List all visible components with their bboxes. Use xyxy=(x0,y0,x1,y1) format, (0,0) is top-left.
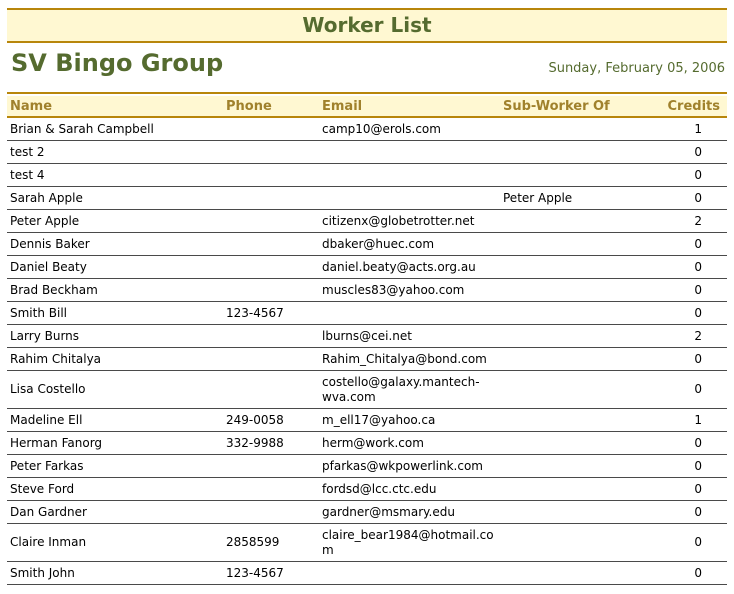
worker-email: citizenx@globetrotter.net xyxy=(319,210,500,233)
worker-email: camp10@erols.com xyxy=(319,117,500,141)
report-date: Sunday, February 05, 2006 xyxy=(548,61,725,76)
worker-sub-worker-of xyxy=(500,141,636,164)
worker-email: gardner@msmary.edu xyxy=(319,501,500,524)
worker-phone xyxy=(223,210,319,233)
worker-phone xyxy=(223,501,319,524)
worker-credits: 0 xyxy=(636,432,727,455)
worker-credits: 0 xyxy=(636,233,727,256)
worker-sub-worker-of xyxy=(500,233,636,256)
worker-phone xyxy=(223,256,319,279)
table-row xyxy=(7,325,727,348)
table-row xyxy=(7,455,727,478)
worker-email: lburns@cei.net xyxy=(319,325,500,348)
worker-phone xyxy=(223,117,319,141)
column-header-credits: Credits xyxy=(636,96,727,117)
worker-credits: 0 xyxy=(636,302,727,325)
worker-sub-worker-of xyxy=(500,117,636,141)
worker-sub-worker-of xyxy=(500,501,636,524)
worker-email xyxy=(319,302,500,325)
worker-name: Peter Farkas xyxy=(7,455,223,478)
worker-email: costello@galaxy.mantech-wva.com xyxy=(319,371,500,409)
worker-phone xyxy=(223,371,319,409)
worker-credits: 0 xyxy=(636,348,727,371)
worker-email: daniel.beaty@acts.org.au xyxy=(319,256,500,279)
table-row xyxy=(7,233,727,256)
worker-credits: 0 xyxy=(636,256,727,279)
worker-name: Larry Burns xyxy=(7,325,223,348)
table-row xyxy=(7,141,727,164)
worker-name: Dan Gardner xyxy=(7,501,223,524)
worker-phone xyxy=(223,233,319,256)
worker-email: m_ell17@yahoo.ca xyxy=(319,409,500,432)
worker-email xyxy=(319,164,500,187)
worker-phone xyxy=(223,455,319,478)
worker-sub-worker-of xyxy=(500,302,636,325)
worker-name: test 2 xyxy=(7,141,223,164)
table-row xyxy=(7,562,727,585)
worker-credits: 0 xyxy=(636,141,727,164)
table-row xyxy=(7,279,727,302)
table-row xyxy=(7,164,727,187)
worker-name: Rahim Chitalya xyxy=(7,348,223,371)
worker-credits: 2 xyxy=(636,325,727,348)
worker-phone xyxy=(223,478,319,501)
worker-name: Claire Inman xyxy=(7,524,223,562)
organization-name: SV Bingo Group xyxy=(11,49,224,77)
worker-name: Daniel Beaty xyxy=(7,256,223,279)
worker-email: Rahim_Chitalya@bond.com xyxy=(319,348,500,371)
worker-credits: 0 xyxy=(636,279,727,302)
worker-email: claire_bear1984@hotmail.com xyxy=(319,524,500,562)
column-header-email: Email xyxy=(319,96,500,117)
table-row xyxy=(7,432,727,455)
worker-credits: 1 xyxy=(636,409,727,432)
worker-sub-worker-of xyxy=(500,371,636,409)
worker-email: fordsd@lcc.ctc.edu xyxy=(319,478,500,501)
worker-credits: 0 xyxy=(636,562,727,585)
worker-credits: 0 xyxy=(636,478,727,501)
worker-sub-worker-of xyxy=(500,478,636,501)
worker-phone xyxy=(223,325,319,348)
worker-rows xyxy=(7,117,727,585)
worker-credits: 0 xyxy=(636,371,727,409)
table-row xyxy=(7,256,727,279)
worker-phone: 332-9988 xyxy=(223,432,319,455)
worker-name: Madeline Ell xyxy=(7,409,223,432)
table-row xyxy=(7,187,727,210)
worker-sub-worker-of xyxy=(500,409,636,432)
worker-sub-worker-of xyxy=(500,325,636,348)
worker-phone: 249-0058 xyxy=(223,409,319,432)
worker-table xyxy=(7,96,727,585)
column-header-name: Name xyxy=(7,96,223,117)
table-header-row xyxy=(7,96,727,117)
worker-email: dbaker@huec.com xyxy=(319,233,500,256)
worker-sub-worker-of xyxy=(500,432,636,455)
column-header-phone: Phone xyxy=(223,96,319,117)
worker-email: herm@work.com xyxy=(319,432,500,455)
worker-name: Brad Beckham xyxy=(7,279,223,302)
worker-credits: 1 xyxy=(636,117,727,141)
worker-credits: 0 xyxy=(636,501,727,524)
worker-phone xyxy=(223,348,319,371)
table-row xyxy=(7,302,727,325)
table-row xyxy=(7,478,727,501)
worker-sub-worker-of xyxy=(500,164,636,187)
worker-email xyxy=(319,187,500,210)
worker-name: Brian & Sarah Campbell xyxy=(7,117,223,141)
worker-sub-worker-of xyxy=(500,210,636,233)
table-row xyxy=(7,501,727,524)
worker-credits: 0 xyxy=(636,524,727,562)
worker-phone xyxy=(223,164,319,187)
worker-sub-worker-of xyxy=(500,279,636,302)
worker-email xyxy=(319,562,500,585)
worker-name: Smith Bill xyxy=(7,302,223,325)
worker-phone xyxy=(223,279,319,302)
worker-name: Dennis Baker xyxy=(7,233,223,256)
worker-credits: 0 xyxy=(636,187,727,210)
table-row xyxy=(7,371,727,409)
worker-name: Sarah Apple xyxy=(7,187,223,210)
worker-sub-worker-of: Peter Apple xyxy=(500,187,636,210)
worker-phone: 123-4567 xyxy=(223,562,319,585)
worker-sub-worker-of xyxy=(500,455,636,478)
table-row xyxy=(7,409,727,432)
worker-name: Steve Ford xyxy=(7,478,223,501)
worker-sub-worker-of xyxy=(500,348,636,371)
worker-phone: 123-4567 xyxy=(223,302,319,325)
report-title: Worker List xyxy=(7,8,727,43)
worker-sub-worker-of xyxy=(500,562,636,585)
worker-phone xyxy=(223,187,319,210)
worker-phone: 2858599 xyxy=(223,524,319,562)
table-row xyxy=(7,210,727,233)
worker-credits: 2 xyxy=(636,210,727,233)
worker-credits: 0 xyxy=(636,164,727,187)
worker-name: Herman Fanorg xyxy=(7,432,223,455)
worker-credits: 0 xyxy=(636,455,727,478)
worker-sub-worker-of xyxy=(500,256,636,279)
worker-name: Peter Apple xyxy=(7,210,223,233)
worker-email: muscles83@yahoo.com xyxy=(319,279,500,302)
table-row xyxy=(7,524,727,562)
worker-name: Smith John xyxy=(7,562,223,585)
worker-phone xyxy=(223,141,319,164)
worker-name: test 4 xyxy=(7,164,223,187)
worker-name: Lisa Costello xyxy=(7,371,223,409)
table-row xyxy=(7,117,727,141)
header-divider xyxy=(7,92,727,94)
worker-email xyxy=(319,141,500,164)
table-row xyxy=(7,348,727,371)
worker-sub-worker-of xyxy=(500,524,636,562)
column-header-sub-worker-of: Sub-Worker Of xyxy=(500,96,636,117)
worker-email: pfarkas@wkpowerlink.com xyxy=(319,455,500,478)
